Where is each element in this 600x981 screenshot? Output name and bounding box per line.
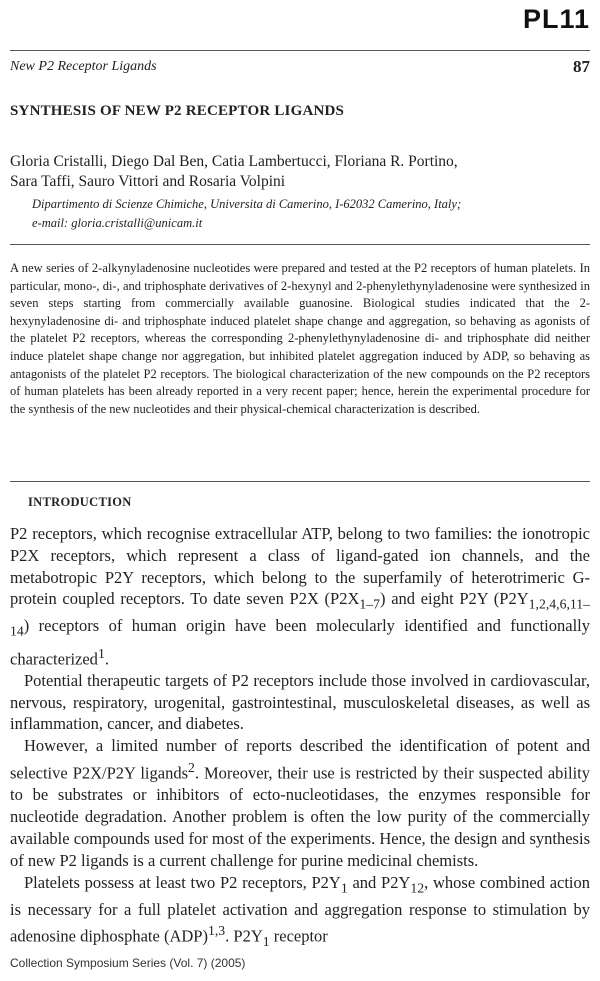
p3-text-b: . Moreover, their use is restricted by their suspected ability to be substrates or inhibitors of ecto-nucleotidases, the enzymes responsible for nucleotide degradation. Another problem is often the low purity of the commercially available compounds used for most of the experiments. Hence, the design and synthesis of new P2 ligands is a current challenge for purine medicinal chemists. [10,763,590,870]
authors-line-1: Gloria Cristalli, Diego Dal Ben, Catia Lambertucci, Floriana R. Portino, [10,153,458,170]
p4-text-b: and P2Y [347,872,411,892]
p1-text-a: P2 receptors, which recognise extracellular ATP, belong to two families: the ionotropic P2X receptors, which represent a class of ligand-gated ion channels, and the metabotropic P2Y receptors, which belong to the superfamily of heterotrimeric G-protein coupled receptors. To date seven P2X (P2X [10,524,590,609]
p1-subscript-2: 1,2,4,6,11–14 [10,596,590,639]
p4-subscript-1: 1 [340,879,348,895]
footer-series: Collection Symposium Series (Vol. 7) (2005) [10,956,246,970]
p3-reference: 2 [188,760,195,776]
p1-text-c: ) receptors of human origin have been molecularly identified and functionally characterized [10,616,590,669]
body-paragraph-3 [10,735,590,871]
p4-text-e: receptor [269,926,328,946]
p4-text-d: . P2Y [225,926,263,946]
article-title: SYNTHESIS OF NEW P2 RECEPTOR LIGANDS [10,103,345,119]
affiliation-email: e-mail: gloria.cristalli@unicam.it [32,216,203,230]
header-rule [10,50,590,51]
authors-line-2: Sara Taffi, Sauro Vittori and Rosaria Volpini [10,173,286,190]
p1-reference: 1 [97,645,105,661]
paper-code: PL11 [522,4,590,34]
affiliation-address: Dipartimento di Scienze Chimiche, Universita di Camerino, I-62032 Camerino, Italy; [32,197,462,211]
running-head: New P2 Receptor Ligands [10,59,157,74]
author-list [10,152,590,192]
p1-text-b: ) and eight P2Y (P2Y [380,589,529,609]
section-heading: INTRODUCTION [28,495,132,509]
body-paragraph-4 [10,872,590,953]
p4-text-a: Platelets possess at least two P2 receptors, P2Y [24,872,341,892]
p4-subscript-2: 12 [410,879,425,895]
abstract: A new series of 2-alkynyladenosine nucleotides were prepared and tested at the P2 receptors of human platelets. In particular, mono-, di-, and triphosphate derivatives of 2-hexynyl and 2-phenylethynyladenosine were synthesized in seven steps starting from commercially available guanosine. Biological studies indicated that the 2-hexynyladenosine di- and triphosphate induced platelet shape change and aggregation, so behaving as agonists of the platelet P2 receptors, whereas the corresponding 2-phenylethynyladenosine di- and triphosphate did neither induce platelet shape change nor aggregation, but inhibited platelet aggregation induced by ADP, so behaving as antagonists of the platelet P2 receptors. The biological characterization of the new compounds on the P2 receptors of human platelets has been already reported in a very recent paper; hence, herein the experimental procedure for the synthesis of the new nucleotides and their physical-chemical characterization is described. [10,261,590,416]
body-text [10,523,590,953]
p1-subscript-1: 1–7 [359,596,381,612]
body-paragraph-1 [10,523,590,670]
p4-subscript-3: 1 [262,934,270,950]
p1-text-d: . [104,649,109,669]
page-number: 87 [573,57,590,76]
affiliation [32,195,592,233]
p3-text-a: However, a limited number of reports described the identification of potent and selective P2X/P2Y ligands [10,736,590,783]
abstract-bottom-rule [10,481,590,482]
p4-text-c: , whose combined action is necessary for a full platelet activation and aggregation response to stimulation by adenosine diphosphate (ADP) [10,872,591,946]
abstract-top-rule [10,244,590,245]
p4-reference: 1,3 [207,923,226,939]
body-paragraph-2: Potential therapeutic targets of P2 receptors include those involved in cardiovascular, nervous, respiratory, urogenital, gastrointestinal, musculoskeletal diseases, as well as inflammation, cancer, and diabetes. [10,670,590,734]
